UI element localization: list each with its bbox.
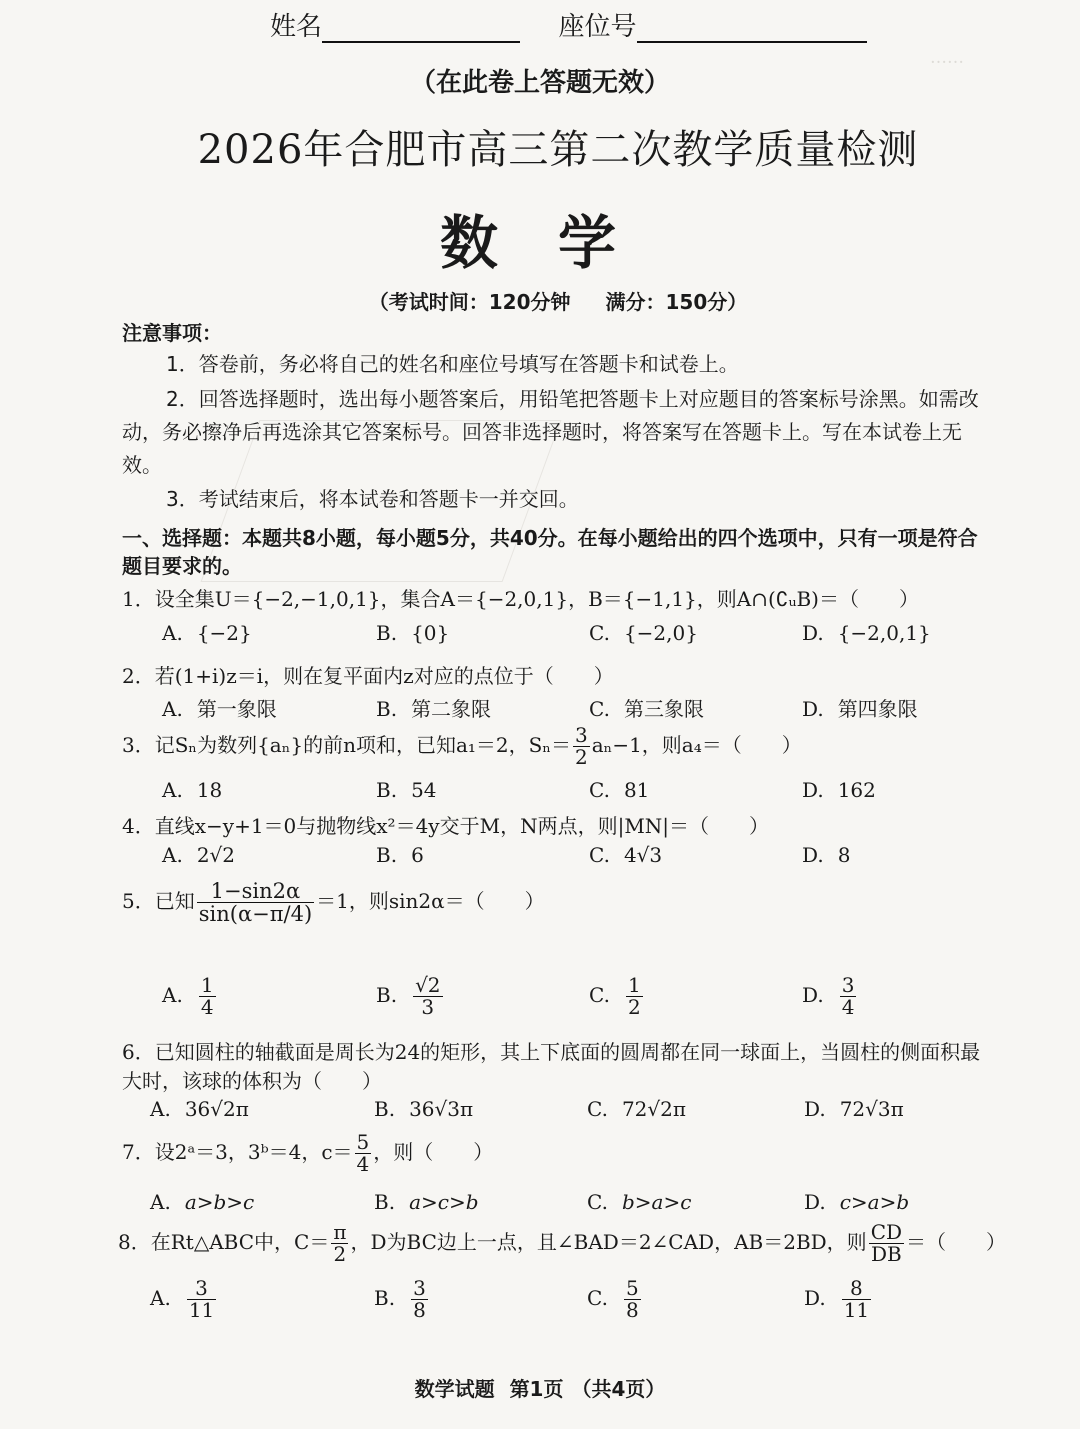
option-b[interactable]: B. 6 (376, 843, 424, 867)
question-3: 3．记Sₙ为数列{aₙ}的前n项和，已知a₁＝2，Sₙ＝ $\frac{3}{2}$ aₙ−1，则a₄＝（ ） (122, 723, 802, 769)
question-5-options (162, 975, 1002, 1031)
option-d[interactable]: D. 162 (802, 778, 876, 802)
footer-total: （共4页） (571, 1377, 666, 1401)
bleed-through-text: …… (930, 48, 964, 68)
fraction: $\frac{3}{2}$ (575, 723, 588, 769)
option-c[interactable]: C. 第三象限 (589, 697, 704, 721)
notice-item-2: 2．回答选择题时，选出每小题答案后，用铅笔把答题卡上对应题目的答案标号涂黑。如需改动，务必擦净后再选涂其它答案标号。回答非选择题时，将答案写在答题卡上。写在本试卷上无效。 (122, 387, 979, 477)
option-b[interactable]: B. {0} (376, 621, 450, 645)
question-2-options (162, 693, 1002, 723)
question-2: 2．若(1+i)z＝i，则在复平面内z对应的点位于（ ） (122, 664, 614, 688)
exam-time: （考试时间：120分钟 (368, 290, 571, 314)
option-b[interactable]: B. 第二象限 (376, 697, 492, 721)
question-6-options (150, 1097, 990, 1127)
exam-score: 满分：150分） (605, 290, 748, 314)
fraction: $\frac{\pi}{2}$ (333, 1220, 347, 1266)
option-a[interactable]: A. a>b>c (150, 1190, 255, 1214)
option-d[interactable]: D. $\frac{3}{4}$ (802, 973, 855, 1019)
subject-title: 数学 (439, 209, 676, 277)
question-7: 7．设2ᵃ＝3，3ᵇ＝4，c＝ $\frac{5}{4}$ ，则（ ） (122, 1130, 494, 1176)
option-a[interactable]: A. 36√2π (150, 1097, 249, 1121)
seat-label: 座位号 (558, 12, 637, 42)
option-a[interactable]: A. {−2} (162, 621, 252, 645)
section-title: 一、选择题：本题共8小题，每小题5分，共40分。在每小题给出的四个选项中，只有一项是符合题目要求的。 (122, 526, 978, 578)
name-label: 姓名 (270, 12, 323, 42)
page-footer (0, 1373, 1080, 1402)
name-field[interactable] (322, 15, 520, 43)
option-c[interactable]: C. {−2,0} (589, 621, 698, 645)
option-c[interactable]: C. $\frac{1}{2}$ (589, 973, 641, 1019)
notice-item-3: 3．考试结束后，将本试卷和答题卡一并交回。 (166, 487, 579, 511)
option-a[interactable]: A. 18 (162, 778, 223, 802)
option-a[interactable]: A. 2√2 (162, 843, 236, 867)
option-d[interactable]: D. c>a>b (804, 1190, 910, 1214)
option-b[interactable]: B. $\frac{3}{8}$ (374, 1276, 426, 1322)
fraction: $\frac{5}{4}$ (356, 1130, 370, 1176)
option-d[interactable]: D. $\frac{8}{11}$ (804, 1276, 870, 1322)
fraction: $\frac{1-\sin 2\alpha}{\sin(\alpha-\pi/4)}$ (198, 879, 313, 927)
question-1-options (162, 621, 1002, 651)
exam-meta (0, 286, 1080, 315)
option-d[interactable]: D. 第四象限 (802, 697, 918, 721)
option-b[interactable]: B. $\frac{√2}{3}$ (376, 973, 441, 1019)
question-7-options (150, 1190, 990, 1220)
question-5: 5．已知 $\frac{1-\sin 2\alpha}{\sin(\alpha-\pi/4)}$ ＝1，则sin2α＝（ ） (122, 879, 545, 927)
option-c[interactable]: C. 81 (589, 778, 650, 802)
option-a[interactable]: A. $\frac{1}{4}$ (162, 973, 214, 1019)
notice-title: 注意事项： (122, 321, 222, 345)
question-4: 4．直线x−y+1＝0与抛物线x²＝4y交于M，N两点，则|MN|＝（ ） (122, 814, 770, 838)
option-b[interactable]: B. 54 (376, 778, 437, 802)
option-a[interactable]: A. $\frac{3}{11}$ (150, 1276, 215, 1322)
question-8-options (150, 1278, 990, 1334)
notice-item-1: 1．答卷前，务必将自己的姓名和座位号填写在答题卡和试卷上。 (166, 352, 739, 376)
question-6: 6．已知圆柱的轴截面是周长为24的矩形，其上下底面的圆周都在同一球面上，当圆柱的侧面积最大时，该球的体积为（ ） (122, 1040, 981, 1093)
option-d[interactable]: D. 72√3π (804, 1097, 904, 1121)
seat-field[interactable] (637, 15, 867, 43)
option-d[interactable]: D. 8 (802, 843, 851, 867)
option-c[interactable]: C. 4√3 (589, 843, 663, 867)
footer-subject: 数学试题 (414, 1377, 495, 1401)
question-4-options (162, 843, 1002, 873)
option-c[interactable]: C. b>a>c (587, 1190, 692, 1214)
candidate-header (270, 6, 867, 43)
question-3-options (162, 778, 1002, 808)
question-8: 8．在Rt△ABC中，C＝ $\frac{\pi}{2}$ ，D为BC边上一点，且∠BAD＝2∠CAD，AB＝2BD，则 $\frac{CD}{DB}$ ＝（ ） (118, 1220, 1007, 1266)
option-b[interactable]: B. a>c>b (374, 1190, 479, 1214)
option-c[interactable]: C. 72√2π (587, 1097, 687, 1121)
exam-title: 2026年合肥市高三第二次教学质量检测 (197, 127, 919, 173)
fraction: $\frac{CD}{DB}$ (870, 1220, 903, 1266)
option-a[interactable]: A. 第一象限 (162, 697, 277, 721)
question-1: 1．设全集U＝{−2,−1,0,1}，集合A＝{−2,0,1}，B＝{−1,1}，则A∩(∁ᵤB)＝（ ） (122, 587, 919, 611)
option-b[interactable]: B. 36√3π (374, 1097, 474, 1121)
option-c[interactable]: C. $\frac{5}{8}$ (587, 1276, 639, 1322)
option-d[interactable]: D. {−2,0,1} (802, 621, 931, 645)
footer-page: 第1页 (509, 1377, 564, 1401)
invalid-notice: （在此卷上答题无效） (409, 68, 670, 98)
